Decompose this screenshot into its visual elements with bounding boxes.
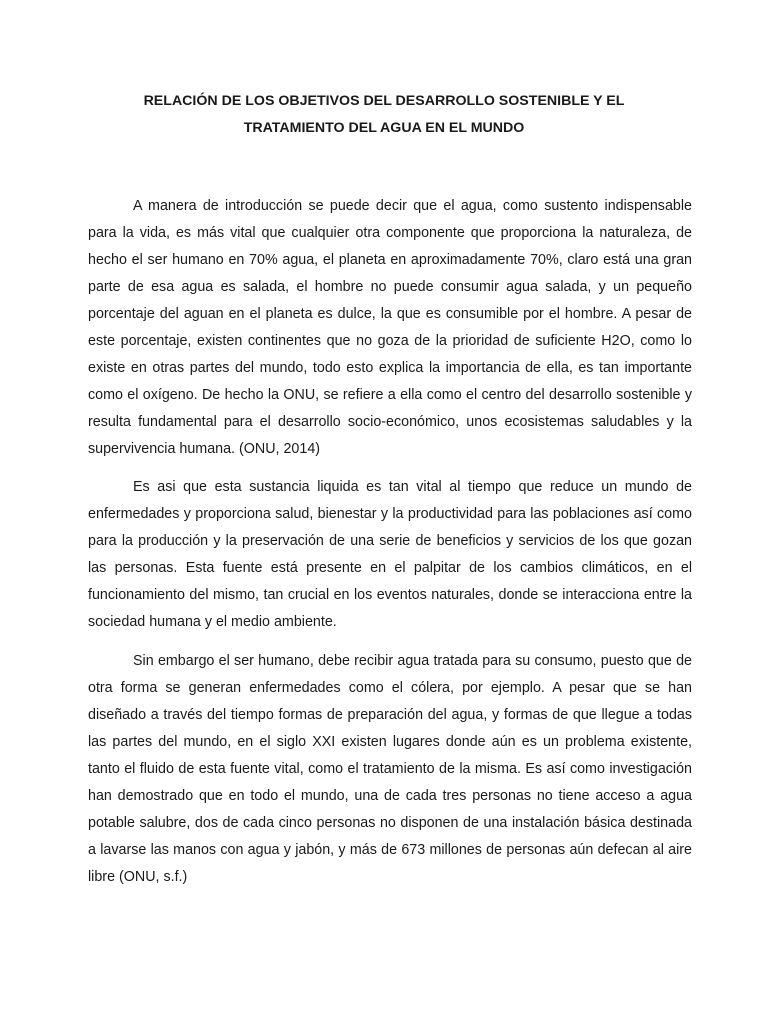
- paragraph-introduction: A manera de introducción se puede decir que el agua, como sustento indispensable para la vida, es más vital que cualquier otra componente que proporciona la naturaleza, de hecho el ser humano en 70% agua, el planeta en aproximadamente 70%, claro está una gran parte de esa agua es salada, el hombre no puede consumir agua salada, y un pequeño porcentaje del aguan en el planeta es dulce, la que es consumible por el hombre. A pesar de este porcentaje, existen continentes que no goza de la prioridad de suficiente H2O, como lo existe en otras partes del mundo, todo esto explica la importancia de ella, es tan importante como el oxígeno. De hecho la ONU, se refiere a ella como el centro del desarrollo sostenible y resulta fundamental para el desarrollo socio-económico, unos ecosistemas saludables y la supervivencia humana. (ONU, 2014): [88, 198, 692, 457]
- paragraph-vital-substance: Es asi que esta sustancia liquida es tan vital al tiempo que reduce un mundo de enfermedades y proporciona salud, bienestar y la productividad para las poblaciones así como para la producción y la preservación de una serie de beneficios y servicios de los que gozan las personas. Esta fuente está presente en el palpitar de los cambios climáticos, en el funcionamiento del mismo, tan crucial en los eventos naturales, donde se interacciona entre la sociedad humana y el medio ambiente.: [88, 479, 692, 630]
- document-title-line-2: TRATAMIENTO DEL AGUA EN EL MUNDO: [243, 120, 525, 136]
- document-title-line-1: RELACIÓN DE LOS OBJETIVOS DEL DESARROLLO SOSTENIBLE Y EL: [143, 93, 625, 109]
- document-title: [88, 88, 680, 142]
- paragraph-water-treatment: Sin embargo el ser humano, debe recibir agua tratada para su consumo, puesto que de otra forma se generan enfermedades como el cólera, por ejemplo. A pesar que se han diseñado a través del tiempo formas de preparación del agua, y formas de que llegue a todas las partes del mundo, en el siglo XXI existen lugares donde aún es un problema existente, tanto el fluido de esta fuente vital, como el tratamiento de la misma. Es así como investigación han demostrado que en todo el mundo, una de cada tres personas no tiene acceso a agua potable salubre, dos de cada cinco personas no disponen de una instalación básica destinada a lavarse las manos con agua y jabón, y más de 673 millones de personas aún defecan al aire libre (ONU, s.f.): [88, 653, 692, 885]
